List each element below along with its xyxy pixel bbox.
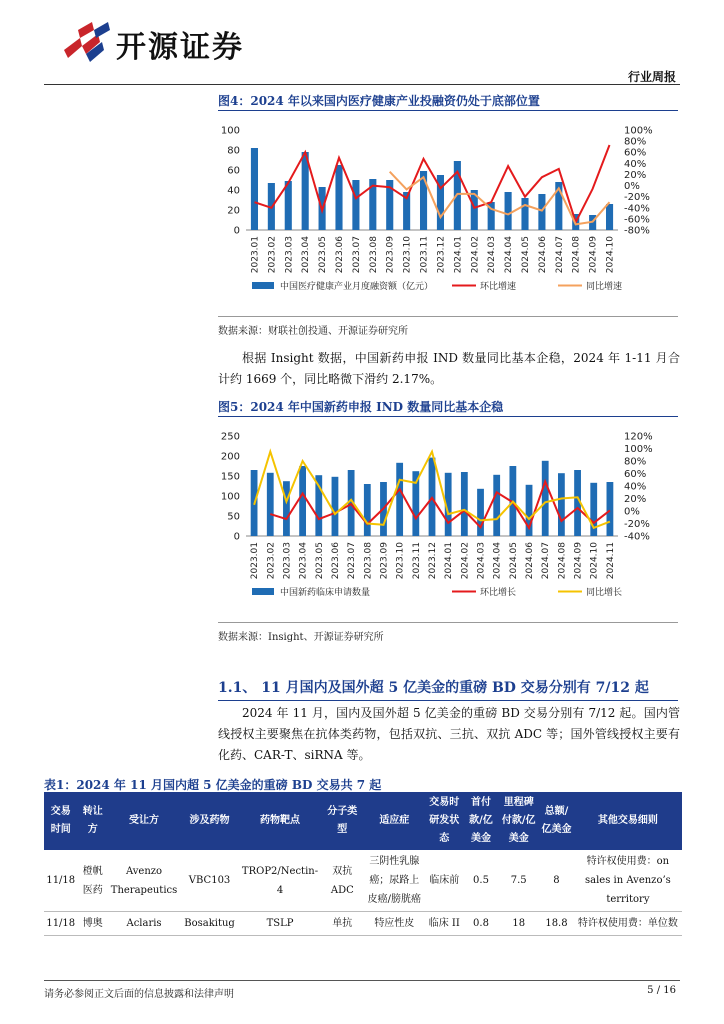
y-right-tick-label: 20% — [624, 494, 647, 505]
cell-target: TROP2/Nectin-4 — [239, 850, 321, 912]
figure5-divider — [218, 416, 678, 417]
bar — [521, 198, 528, 230]
bar — [607, 482, 614, 536]
report-type: 行业周报 — [627, 70, 676, 84]
figure5-source-divider — [218, 622, 678, 623]
cell-terms: 特许权使用费：单位数 — [574, 912, 682, 936]
x-tick-label: 2024.06 — [525, 542, 536, 580]
cell-time: 11/18 — [44, 850, 77, 912]
table-row — [44, 850, 682, 912]
bar — [493, 475, 500, 536]
x-tick-label: 2023.01 — [250, 542, 261, 580]
cell-total: 18.8 — [539, 912, 574, 936]
x-tick-label: 2024.09 — [588, 236, 599, 274]
y-left-tick-label: 200 — [220, 451, 240, 463]
x-tick-label: 2024.03 — [487, 236, 498, 274]
x-tick-label: 2023.05 — [318, 236, 329, 274]
cell-drug: Bosakitug — [180, 912, 239, 936]
cell-stage: 临床前 — [425, 850, 464, 912]
figure4-divider — [218, 110, 678, 111]
brand-name: 开源证券 — [116, 30, 244, 65]
bar — [396, 463, 403, 536]
col-header: 涉及药物 — [180, 792, 239, 850]
cell-licensor: 橙帆医药 — [77, 850, 108, 912]
y-left-tick-label: 60 — [227, 165, 240, 177]
bar — [542, 461, 549, 536]
table-row — [44, 912, 682, 936]
bar — [477, 489, 484, 536]
x-tick-label: 2024.02 — [470, 236, 481, 274]
y-right-tick-label: 80% — [624, 136, 647, 148]
bar — [285, 181, 292, 230]
y-left-tick-label: 0 — [233, 225, 240, 237]
y-left-tick-label: 150 — [220, 471, 240, 483]
x-tick-label: 2023.10 — [395, 542, 406, 580]
section-divider — [218, 700, 678, 701]
footer-divider — [44, 980, 680, 981]
x-tick-label: 2023.11 — [419, 236, 430, 274]
bar — [364, 484, 371, 536]
y-right-tick-label: -80% — [624, 225, 650, 237]
y-left-tick-label: 100 — [220, 125, 240, 137]
figure5-source: 数据来源：Insight、开源证券研究所 — [218, 632, 384, 643]
y-right-tick-label: 0% — [624, 506, 640, 518]
cell-indication: 特应性皮 — [364, 912, 425, 936]
x-tick-label: 2023.12 — [436, 235, 447, 274]
x-tick-label: 2023.03 — [282, 542, 293, 580]
table1-title: 表1：2024 年 11 月国内超 5 亿美金的重磅 BD 交易共 7 起 — [44, 778, 382, 792]
bar — [352, 180, 359, 230]
x-tick-label: 2023.02 — [266, 542, 277, 580]
col-header: 分子类型 — [321, 792, 364, 850]
x-tick-label: 2023.12 — [428, 542, 438, 580]
legend-label: 同比增速 — [586, 282, 623, 292]
col-header: 药物靶点 — [239, 792, 321, 850]
cell-indication: 三阴性乳腺癌；尿路上皮癌/膀胱癌 — [364, 850, 425, 912]
x-tick-label: 2023.06 — [330, 542, 341, 580]
figure4-source-divider — [218, 316, 678, 317]
y-right-tick-label: 0% — [624, 181, 640, 193]
cell-time: 11/18 — [44, 912, 77, 936]
cell-upfront: 0.5 — [464, 850, 499, 912]
y-right-tick-label: 120% — [624, 431, 653, 443]
x-tick-label: 2024.09 — [573, 542, 584, 580]
y-right-tick-label: -60% — [624, 214, 650, 226]
x-tick-label: 2023.04 — [298, 542, 309, 580]
x-tick-label: 2023.05 — [314, 542, 325, 580]
legend-swatch — [252, 588, 274, 595]
figure4-source: 数据来源：财联社创投通、开源证券研究所 — [218, 326, 408, 337]
cell-milestone: 18 — [498, 912, 539, 936]
cell-licensor: 博奥 — [77, 912, 108, 936]
cell-total: 8 — [539, 850, 574, 912]
x-tick-label: 2024.07 — [554, 236, 565, 274]
x-tick-label: 2023.03 — [284, 236, 295, 274]
cell-milestone: 7.5 — [498, 850, 539, 912]
cell-licensee: Aclaris — [108, 912, 180, 936]
figure5-chart — [206, 422, 686, 622]
y-right-tick-label: 80% — [624, 456, 647, 468]
x-tick-label: 2023.07 — [351, 236, 362, 274]
x-tick-label: 2024.11 — [605, 542, 616, 580]
x-tick-label: 2024.05 — [508, 542, 519, 580]
legend-label: 同比增长 — [586, 588, 623, 598]
figure5-title: 图5：2024 年中国新药申报 IND 数量同比基本企稳 — [218, 400, 504, 414]
x-tick-label: 2024.10 — [589, 542, 600, 580]
x-tick-label: 2023.02 — [267, 236, 278, 274]
cell-target: TSLP — [239, 912, 321, 936]
x-tick-label: 2024.04 — [504, 236, 515, 274]
x-tick-label: 2024.08 — [571, 236, 582, 274]
body-paragraph-ind: 根据 Insight 数据，中国新药申报 IND 数量同比基本企稳，2024 年 1-11 月合计约 1669 个，同比略微下滑约 2.17%。 — [218, 351, 680, 386]
y-left-tick-label: 100 — [220, 491, 240, 503]
y-left-tick-label: 0 — [233, 531, 240, 543]
cell-licensee: Avenzo Therapeutics — [108, 850, 180, 912]
cell-stage: 临床 II — [425, 912, 464, 936]
x-tick-label: 2023.08 — [363, 542, 374, 580]
y-right-tick-label: -40% — [624, 531, 650, 543]
y-left-tick-label: 20 — [227, 205, 240, 217]
bar — [299, 466, 306, 536]
col-header: 转让方 — [77, 792, 108, 850]
col-header: 交易时研发状态 — [425, 792, 464, 850]
x-tick-label: 2023.10 — [402, 236, 413, 274]
legend-label: 环比增长 — [480, 588, 517, 598]
col-header: 其他交易细则 — [574, 792, 682, 850]
header-divider — [44, 84, 680, 85]
bar — [606, 204, 613, 230]
x-tick-label: 2023.04 — [301, 236, 312, 274]
cell-drug: VBC103 — [180, 850, 239, 912]
bar — [558, 473, 565, 536]
bar — [335, 165, 342, 230]
col-header: 总额/亿美金 — [539, 792, 574, 850]
x-tick-label: 2023.07 — [347, 542, 358, 580]
bar — [505, 192, 512, 230]
legend-label: 环比增速 — [480, 282, 517, 292]
x-tick-label: 2023.06 — [335, 236, 345, 274]
legend-swatch — [252, 282, 274, 289]
y-left-tick-label: 50 — [227, 511, 240, 523]
x-tick-label: 2024.01 — [444, 542, 455, 580]
col-header: 里程碑付款/亿美金 — [498, 792, 539, 850]
section-paragraph: 2024 年 11 月，国内及国外超 5 亿美金的重磅 BD 交易分别有 7/12 起。国内管线授权主要聚焦在抗体类药物，包括双抗、三抗、双抗 ADC 等；国外管线授权主要有化药、CAR-T、siRNA 等。 — [218, 706, 680, 762]
x-tick-label: 2024.01 — [453, 236, 464, 274]
y-right-tick-label: 100% — [624, 444, 653, 455]
brand-logo-icon — [62, 20, 114, 64]
x-tick-label: 2023.08 — [368, 236, 379, 274]
y-left-tick-label: 80 — [227, 145, 240, 157]
x-tick-label: 2024.05 — [521, 236, 531, 274]
figure4-chart — [206, 116, 686, 316]
x-tick-label: 2023.09 — [385, 236, 396, 274]
x-tick-label: 2023.11 — [411, 542, 422, 580]
cell-modality: 单抗 — [321, 912, 364, 936]
y-right-tick-label: 20% — [624, 169, 647, 181]
bar — [251, 148, 258, 230]
y-right-tick-label: -20% — [624, 192, 650, 204]
footer-disclaimer: 请务必参阅正文后面的信息披露和法律声明 — [44, 989, 234, 1000]
y-right-tick-label: 40% — [624, 158, 647, 170]
cell-terms: 特许权使用费：on sales in Avenzo’s territory — [574, 850, 682, 912]
bd-deals-table — [44, 792, 682, 936]
y-left-tick-label: 40 — [227, 185, 240, 197]
x-tick-label: 2024.02 — [460, 542, 471, 580]
bar — [332, 477, 339, 536]
col-header: 首付款/亿美金 — [464, 792, 499, 850]
x-tick-label: 2023.01 — [250, 236, 261, 274]
y-left-tick-label: 250 — [220, 431, 240, 443]
table-header-row — [44, 792, 682, 850]
x-tick-label: 2024.06 — [537, 236, 548, 274]
x-tick-label: 2024.08 — [557, 542, 568, 580]
section-heading: 1.1、 11 月国内及国外超 5 亿美金的重磅 BD 交易分别有 7/12 起 — [218, 680, 649, 696]
cell-upfront: 0.8 — [464, 912, 499, 936]
y-right-tick-label: -20% — [624, 519, 650, 530]
x-tick-label: 2024.07 — [541, 542, 552, 580]
y-right-tick-label: -40% — [624, 203, 650, 215]
legend-label: 中国新药临床申请数量 — [280, 588, 371, 598]
x-tick-label: 2024.04 — [492, 542, 503, 580]
col-header: 交易时间 — [44, 792, 77, 850]
figure4-title: 图4：2024 年以来国内医疗健康产业投融资仍处于底部位置 — [218, 94, 540, 108]
col-header: 受让方 — [108, 792, 180, 850]
x-tick-label: 2024.03 — [476, 542, 487, 580]
y-right-tick-label: 60% — [624, 147, 647, 159]
y-right-tick-label: 40% — [624, 481, 647, 493]
page-number: 5 / 16 — [647, 985, 676, 996]
bar — [461, 472, 468, 536]
cell-modality: 双抗 ADC — [321, 850, 364, 912]
legend-label: 中国医疗健康产业月度融资额（亿元） — [280, 282, 434, 292]
y-right-tick-label: 100% — [624, 125, 653, 137]
bar — [538, 194, 545, 230]
bar — [267, 473, 274, 536]
col-header: 适应症 — [364, 792, 425, 850]
bar — [283, 481, 290, 536]
y-right-tick-label: 60% — [624, 469, 647, 480]
x-tick-label: 2024.10 — [605, 236, 616, 274]
x-tick-label: 2023.09 — [379, 542, 390, 580]
